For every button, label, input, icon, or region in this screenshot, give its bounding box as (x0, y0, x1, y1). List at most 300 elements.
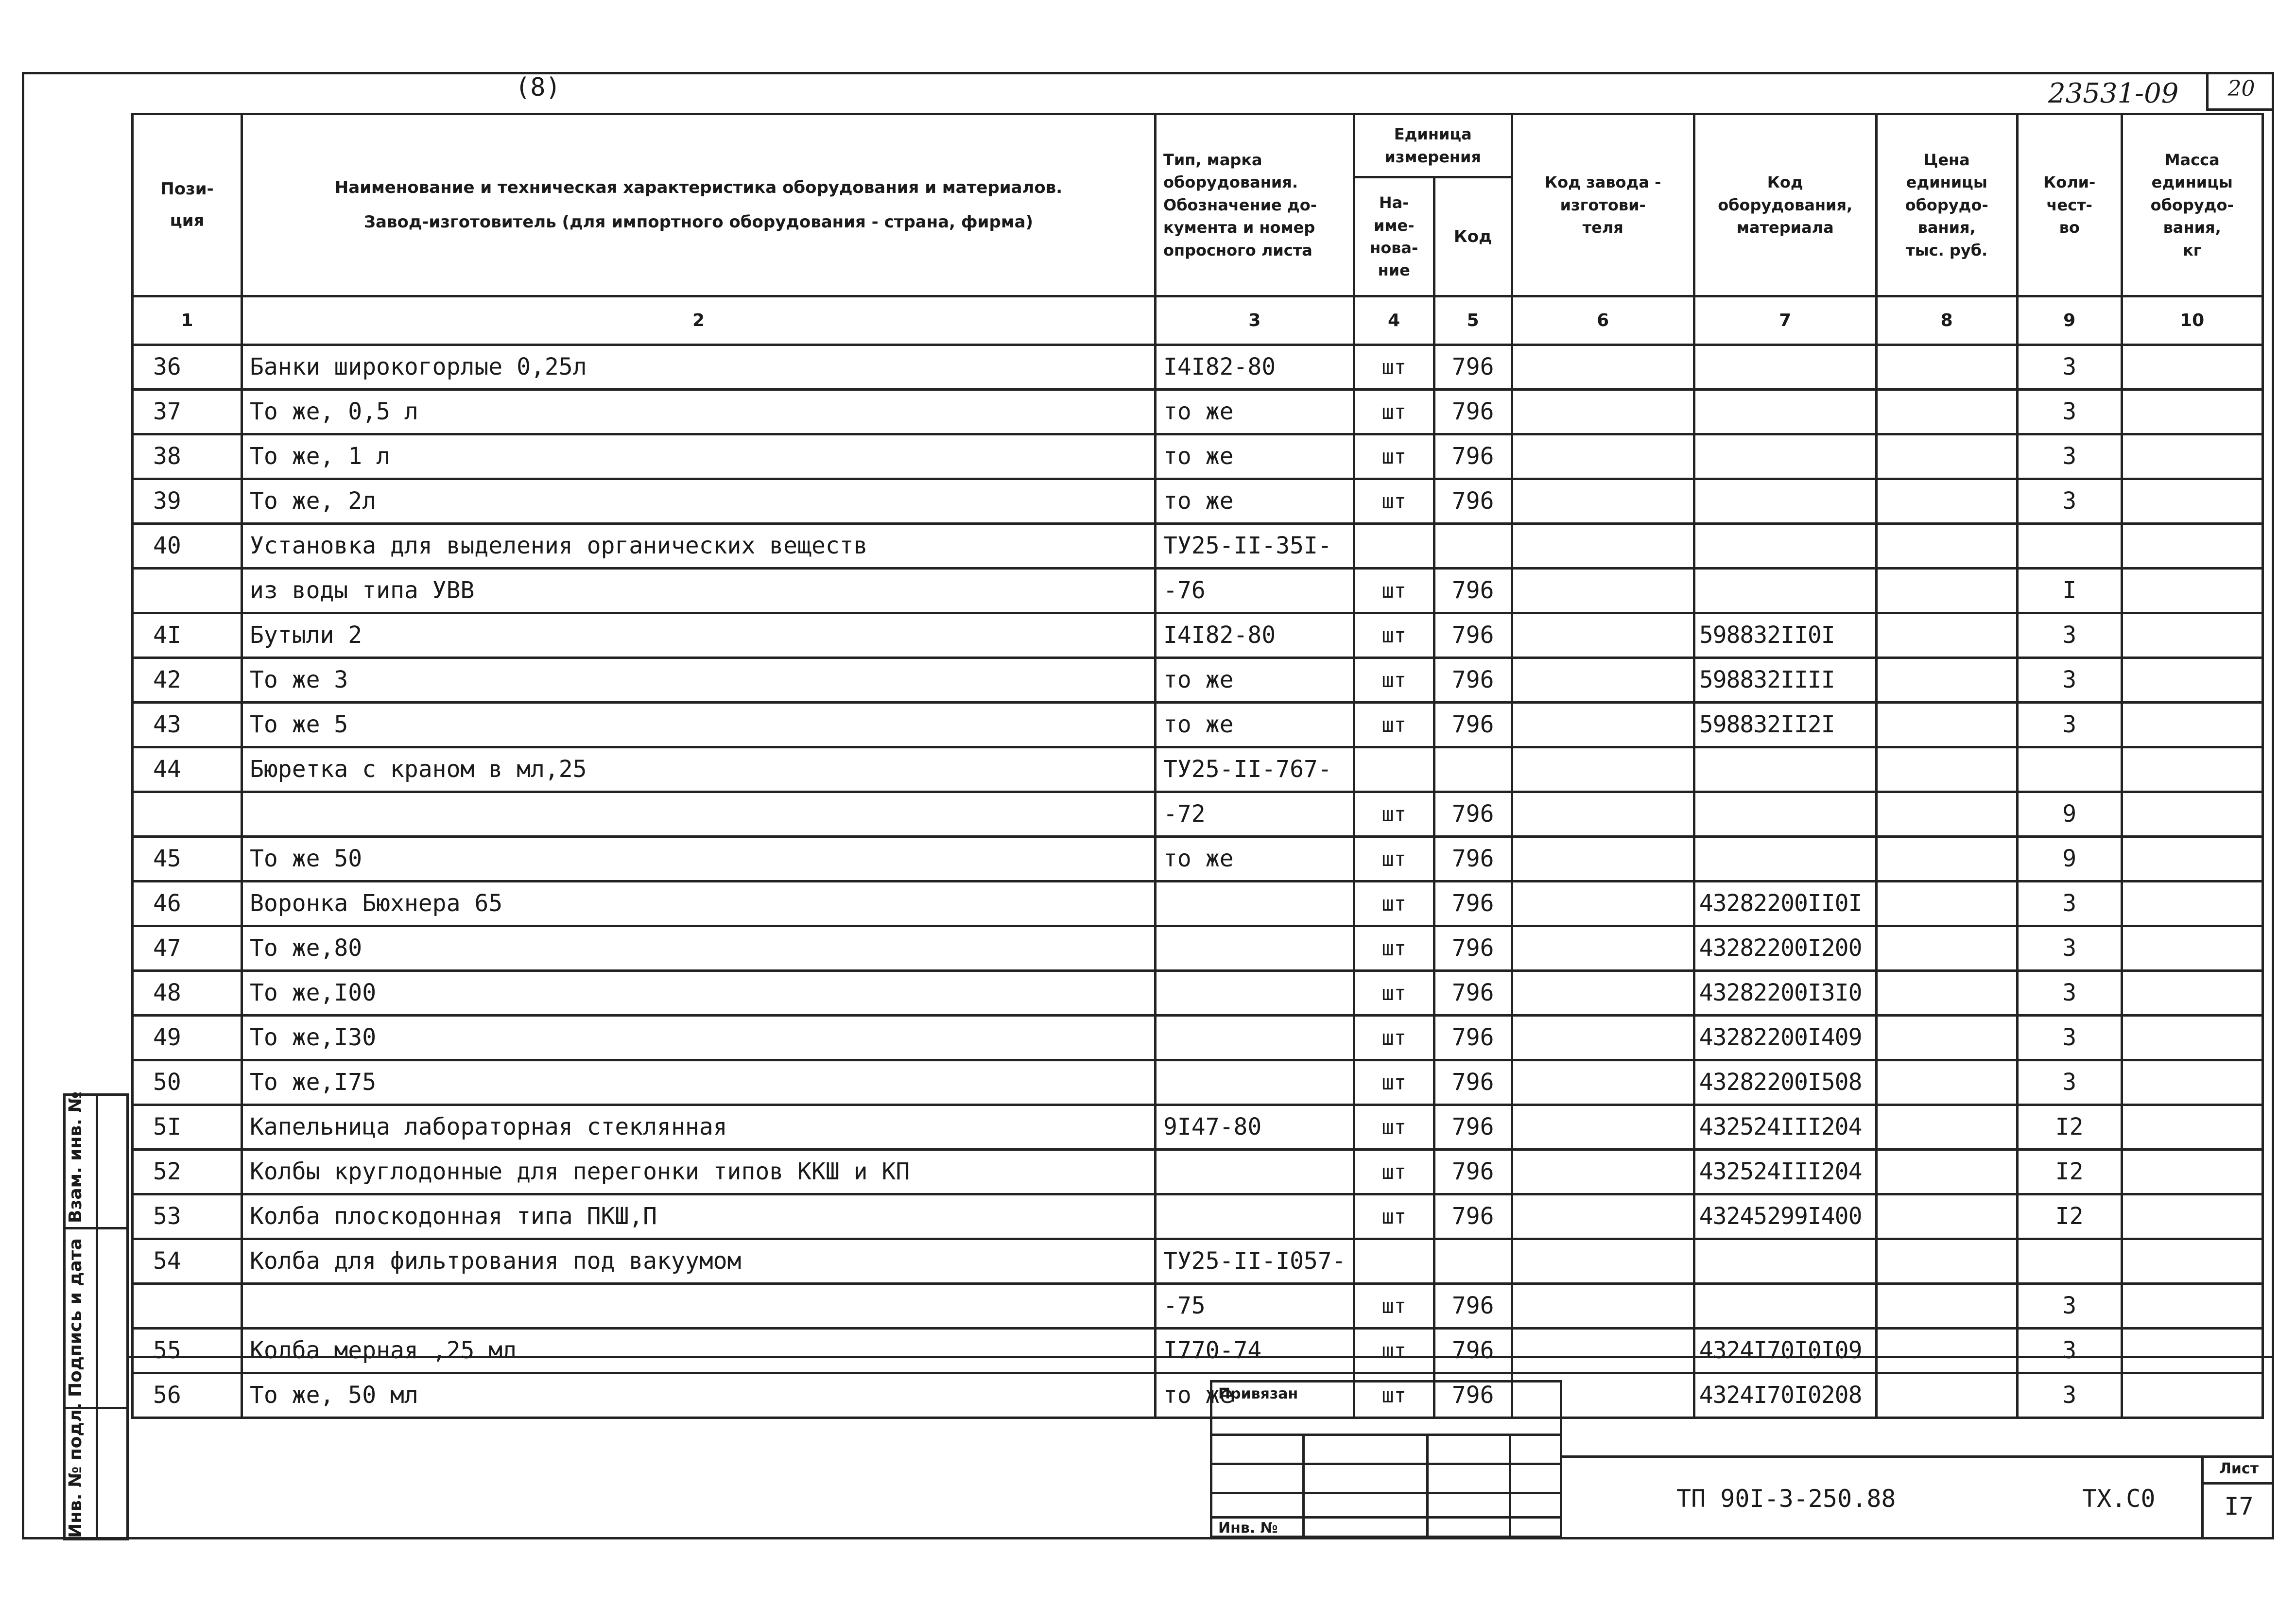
row-quantity: 9 (2017, 792, 2122, 837)
row-unit-code: 796 (1434, 792, 1512, 837)
privyazan-box (1210, 1380, 1562, 1538)
row-mass (2122, 390, 2262, 434)
row-price (1876, 1239, 2017, 1284)
row-quantity: I (2017, 569, 2122, 613)
row-factory-code (1512, 479, 1694, 524)
privyazan-vline (1302, 1434, 1305, 1538)
row-type: то же (1156, 434, 1354, 479)
col-number: 8 (1876, 296, 2017, 345)
row-mass (2122, 1284, 2262, 1329)
row-mass (2122, 881, 2262, 926)
row-equipment-code: 43282200I409 (1694, 1016, 1876, 1060)
row-mass (2122, 479, 2262, 524)
row-price (1876, 479, 2017, 524)
row-name: То же,I75 (242, 1060, 1156, 1105)
row-quantity: I2 (2017, 1150, 2122, 1194)
row-factory-code (1512, 747, 1694, 792)
row-unit-code: 796 (1434, 971, 1512, 1016)
table-row (133, 792, 2263, 837)
row-mass (2122, 613, 2262, 658)
row-quantity: 3 (2017, 434, 2122, 479)
row-type: то же (1156, 837, 1354, 881)
row-equipment-code (1694, 524, 1876, 569)
row-quantity: I2 (2017, 1105, 2122, 1150)
col-number: 10 (2122, 296, 2262, 345)
row-factory-code (1512, 1016, 1694, 1060)
row-unit: шт (1354, 613, 1434, 658)
table-row (133, 345, 2263, 390)
row-name: То же,I00 (242, 971, 1156, 1016)
row-quantity: 3 (2017, 390, 2122, 434)
sidebar-label-vzam-inv: Взам. инв. № (66, 1091, 86, 1223)
row-unit-code (1434, 524, 1512, 569)
row-mass (2122, 1329, 2262, 1373)
row-quantity: 3 (2017, 479, 2122, 524)
header-quantity: Коли- чест- во (2017, 114, 2122, 296)
table-row (133, 971, 2263, 1016)
row-type: -76 (1156, 569, 1354, 613)
table-row (133, 1373, 2263, 1418)
row-unit-code: 796 (1434, 1060, 1512, 1105)
row-name: Банки широкогорлые 0,25л (242, 345, 1156, 390)
row-price (1876, 390, 2017, 434)
row-type: ТУ25-II-35I- (1156, 524, 1354, 569)
row-name: То же 3 (242, 658, 1156, 703)
row-unit: шт (1354, 390, 1434, 434)
row-quantity: 3 (2017, 703, 2122, 747)
row-position: 5I (133, 1105, 242, 1150)
row-name: Колба плоскодонная типа ПКШ,П (242, 1194, 1156, 1239)
row-quantity: I2 (2017, 1194, 2122, 1239)
table-row (133, 1194, 2263, 1239)
row-type: I770-74 (1156, 1329, 1354, 1373)
row-equipment-code: 598832IIII (1694, 658, 1876, 703)
row-factory-code (1512, 1194, 1694, 1239)
col-number: 2 (242, 296, 1156, 345)
header-equipment-code: Код оборудования, материала (1694, 114, 1876, 296)
row-factory-code (1512, 792, 1694, 837)
row-unit: шт (1354, 792, 1434, 837)
row-position: 50 (133, 1060, 242, 1105)
title-block-line (1562, 1455, 2274, 1458)
row-price (1876, 926, 2017, 971)
row-factory-code (1512, 658, 1694, 703)
row-name: Воронка Бюхнера 65 (242, 881, 1156, 926)
row-price (1876, 1329, 2017, 1373)
row-factory-code (1512, 569, 1694, 613)
row-equipment-code (1694, 1239, 1876, 1284)
row-unit: шт (1354, 658, 1434, 703)
title-block-top-line (129, 1356, 2274, 1358)
row-price (1876, 792, 2017, 837)
row-name: Колбы круглодонные для перегонки типов ККШ и КП (242, 1150, 1156, 1194)
row-price (1876, 881, 2017, 926)
row-position (133, 1284, 242, 1329)
row-name: Колба мерная ,25 мл (242, 1329, 1156, 1373)
row-factory-code (1512, 345, 1694, 390)
row-mass (2122, 658, 2262, 703)
row-name (242, 792, 1156, 837)
table-row (133, 1060, 2263, 1105)
inv-no-label: Инв. № (1218, 1520, 1278, 1537)
row-unit: шт (1354, 1060, 1434, 1105)
row-mass (2122, 971, 2262, 1016)
corner-box (2206, 72, 2274, 111)
col-number: 3 (1156, 296, 1354, 345)
row-unit: шт (1354, 1016, 1434, 1060)
row-price (1876, 569, 2017, 613)
row-factory-code (1512, 703, 1694, 747)
row-name: Колба для фильтрования под вакуумом (242, 1239, 1156, 1284)
row-unit: шт (1354, 1105, 1434, 1150)
row-unit: шт (1354, 1150, 1434, 1194)
row-mass (2122, 1150, 2262, 1194)
row-factory-code (1512, 837, 1694, 881)
row-name: То же, 50 мл (242, 1373, 1156, 1418)
sidebar-divider (96, 1096, 98, 1538)
row-factory-code (1512, 524, 1694, 569)
row-unit-code: 796 (1434, 390, 1512, 434)
row-position: 49 (133, 1016, 242, 1060)
privyazan-line (1212, 1492, 1560, 1494)
row-position: 39 (133, 479, 242, 524)
header-position: Пози- ция (133, 114, 242, 296)
table-row (133, 613, 2263, 658)
row-type: то же (1156, 479, 1354, 524)
row-price (1876, 1060, 2017, 1105)
table-row (133, 390, 2263, 434)
table-row (133, 1016, 2263, 1060)
table-row (133, 658, 2263, 703)
sheet-number: I7 (2224, 1492, 2254, 1521)
row-factory-code (1512, 613, 1694, 658)
row-mass (2122, 345, 2262, 390)
row-price (1876, 434, 2017, 479)
row-price (1876, 1016, 2017, 1060)
row-equipment-code: 43282200I3I0 (1694, 971, 1876, 1016)
col-number: 7 (1694, 296, 1876, 345)
row-price (1876, 345, 2017, 390)
row-mass (2122, 747, 2262, 792)
row-mass (2122, 1016, 2262, 1060)
row-type: I4I82-80 (1156, 613, 1354, 658)
row-name (242, 1284, 1156, 1329)
row-position: 53 (133, 1194, 242, 1239)
row-unit-code: 796 (1434, 345, 1512, 390)
sidebar-label-podpis-data: Подпись и дата (66, 1238, 86, 1397)
row-name: То же, 1 л (242, 434, 1156, 479)
row-unit-code: 796 (1434, 569, 1512, 613)
row-position: 52 (133, 1150, 242, 1194)
header-unit-name: На- име- нова- ние (1354, 177, 1434, 296)
row-name: То же 50 (242, 837, 1156, 881)
row-factory-code (1512, 1105, 1694, 1150)
row-unit-code: 796 (1434, 479, 1512, 524)
row-factory-code (1512, 390, 1694, 434)
row-type: то же (1156, 703, 1354, 747)
row-factory-code (1512, 1329, 1694, 1373)
table-row (133, 881, 2263, 926)
privyazan-label: Привязан (1218, 1385, 1298, 1402)
row-price (1876, 837, 2017, 881)
row-equipment-code: 432524III204 (1694, 1150, 1876, 1194)
col-number: 5 (1434, 296, 1512, 345)
row-position (133, 569, 242, 613)
row-type: 9I47-80 (1156, 1105, 1354, 1150)
row-quantity (2017, 1239, 2122, 1284)
row-position: 37 (133, 390, 242, 434)
row-type (1156, 1150, 1354, 1194)
table-row (133, 569, 2263, 613)
row-position: 54 (133, 1239, 242, 1284)
table-row (133, 926, 2263, 971)
row-mass (2122, 524, 2262, 569)
row-type: -72 (1156, 792, 1354, 837)
row-position: 55 (133, 1329, 242, 1373)
row-unit-code: 796 (1434, 926, 1512, 971)
row-price (1876, 971, 2017, 1016)
row-equipment-code: 43245299I400 (1694, 1194, 1876, 1239)
row-name: То же,I30 (242, 1016, 1156, 1060)
row-quantity: 3 (2017, 881, 2122, 926)
row-unit: шт (1354, 1373, 1434, 1418)
row-price (1876, 703, 2017, 747)
row-type (1156, 926, 1354, 971)
row-equipment-code (1694, 1284, 1876, 1329)
row-type (1156, 971, 1354, 1016)
row-name: Установка для выделения органических веществ (242, 524, 1156, 569)
row-equipment-code: 43282200I508 (1694, 1060, 1876, 1105)
privyazan-vline (1509, 1434, 1511, 1538)
row-position: 42 (133, 658, 242, 703)
row-quantity: 3 (2017, 971, 2122, 1016)
row-name: Бюретка с краном в мл,25 (242, 747, 1156, 792)
privyazan-line (1212, 1434, 1560, 1436)
row-name: То же 5 (242, 703, 1156, 747)
header-mass: Масса единицы оборудо- вания, кг (2122, 114, 2262, 296)
page-label: (8) (515, 73, 561, 102)
row-unit-code: 796 (1434, 881, 1512, 926)
row-position: 40 (133, 524, 242, 569)
table-row (133, 479, 2263, 524)
sidebar-label-inv-podl: Инв. № подл. (66, 1402, 86, 1538)
row-position: 46 (133, 881, 242, 926)
row-price (1876, 1150, 2017, 1194)
row-price (1876, 1105, 2017, 1150)
row-type: I4I82-80 (1156, 345, 1354, 390)
header-name: Наименование и техническая характеристика оборудования и материалов. Завод-изготовитель (для импортного оборудования - страна, фирма) (242, 114, 1156, 296)
row-name: Капельница лабораторная стеклянная (242, 1105, 1156, 1150)
row-equipment-code (1694, 837, 1876, 881)
row-unit: шт (1354, 1194, 1434, 1239)
row-type: то же (1156, 390, 1354, 434)
row-factory-code (1512, 926, 1694, 971)
row-unit: шт (1354, 926, 1434, 971)
row-unit-code (1434, 1239, 1512, 1284)
row-position: 4I (133, 613, 242, 658)
row-mass (2122, 434, 2262, 479)
row-unit-code: 796 (1434, 1284, 1512, 1329)
row-equipment-code: 598832II2I (1694, 703, 1876, 747)
row-unit-code: 796 (1434, 658, 1512, 703)
table-row (133, 837, 2263, 881)
row-equipment-code (1694, 345, 1876, 390)
row-name: То же,80 (242, 926, 1156, 971)
row-equipment-code (1694, 569, 1876, 613)
row-price (1876, 1373, 2017, 1418)
row-price (1876, 524, 2017, 569)
row-factory-code (1512, 1150, 1694, 1194)
row-quantity: 3 (2017, 1329, 2122, 1373)
sheet-label: Лист (2204, 1455, 2274, 1485)
row-price (1876, 613, 2017, 658)
row-equipment-code: 598832II0I (1694, 613, 1876, 658)
row-unit-code: 796 (1434, 1105, 1512, 1150)
col-number: 1 (133, 296, 242, 345)
row-quantity: 3 (2017, 1284, 2122, 1329)
row-name: Бутыли 2 (242, 613, 1156, 658)
row-equipment-code: 43282200II0I (1694, 881, 1876, 926)
row-type (1156, 1060, 1354, 1105)
row-position: 38 (133, 434, 242, 479)
row-factory-code (1512, 971, 1694, 1016)
row-unit: шт (1354, 479, 1434, 524)
row-unit: шт (1354, 1284, 1434, 1329)
row-unit-code (1434, 747, 1512, 792)
row-quantity: 3 (2017, 345, 2122, 390)
privyazan-vline (1426, 1434, 1429, 1538)
row-type: ТУ25-II-I057- (1156, 1239, 1354, 1284)
row-unit: шт (1354, 345, 1434, 390)
row-factory-code (1512, 881, 1694, 926)
col-number: 6 (1512, 296, 1694, 345)
row-type: -75 (1156, 1284, 1354, 1329)
row-quantity: 3 (2017, 1016, 2122, 1060)
table-row (133, 703, 2263, 747)
row-unit: шт (1354, 434, 1434, 479)
row-unit-code: 796 (1434, 1329, 1512, 1373)
row-position (133, 792, 242, 837)
row-mass (2122, 703, 2262, 747)
header-type: Тип, марка оборудования. Обозначение до- кумента и номер опросного листа (1156, 114, 1354, 296)
row-unit (1354, 1239, 1434, 1284)
row-equipment-code (1694, 479, 1876, 524)
row-unit-code: 796 (1434, 703, 1512, 747)
row-unit (1354, 747, 1434, 792)
row-position: 45 (133, 837, 242, 881)
row-quantity: 3 (2017, 1373, 2122, 1418)
row-equipment-code (1694, 792, 1876, 837)
row-quantity: 3 (2017, 613, 2122, 658)
row-price (1876, 1194, 2017, 1239)
row-position: 56 (133, 1373, 242, 1418)
row-unit-code: 796 (1434, 434, 1512, 479)
row-mass (2122, 1105, 2262, 1150)
table-row (133, 1329, 2263, 1373)
row-factory-code (1512, 1060, 1694, 1105)
doc-number-handwritten: 23531-09 (2048, 78, 2179, 109)
header-factory-code: Код завода - изготови- теля (1512, 114, 1694, 296)
col-number: 9 (2017, 296, 2122, 345)
row-unit: шт (1354, 971, 1434, 1016)
row-mass (2122, 1239, 2262, 1284)
approval-sidebar (63, 1093, 129, 1540)
row-name: из воды типа УВВ (242, 569, 1156, 613)
row-factory-code (1512, 1284, 1694, 1329)
row-unit: шт (1354, 569, 1434, 613)
row-unit-code: 796 (1434, 1150, 1512, 1194)
table-row (133, 1239, 2263, 1284)
row-unit: шт (1354, 703, 1434, 747)
table-row (133, 1284, 2263, 1329)
table-row (133, 434, 2263, 479)
section-code: ТХ.С0 (2082, 1485, 2156, 1513)
row-quantity: 3 (2017, 658, 2122, 703)
row-unit-code: 796 (1434, 1373, 1512, 1418)
row-unit-code: 796 (1434, 1194, 1512, 1239)
row-equipment-code (1694, 390, 1876, 434)
row-position: 47 (133, 926, 242, 971)
project-code: ТП 90I-3-250.88 (1676, 1485, 1896, 1513)
row-factory-code (1512, 1239, 1694, 1284)
row-equipment-code: 43282200I200 (1694, 926, 1876, 971)
row-price (1876, 747, 2017, 792)
row-equipment-code: 4324I70I0208 (1694, 1373, 1876, 1418)
row-equipment-code: 4324I70I0I09 (1694, 1329, 1876, 1373)
row-mass (2122, 569, 2262, 613)
sheet-number-box (2201, 1455, 2274, 1538)
row-price (1876, 1284, 2017, 1329)
table-row (133, 747, 2263, 792)
row-unit (1354, 524, 1434, 569)
row-factory-code (1512, 434, 1694, 479)
row-name: То же, 2л (242, 479, 1156, 524)
row-equipment-code (1694, 747, 1876, 792)
row-quantity (2017, 524, 2122, 569)
row-unit: шт (1354, 1329, 1434, 1373)
row-mass (2122, 1373, 2262, 1418)
privyazan-line (1212, 1463, 1560, 1465)
table-row (133, 1150, 2263, 1194)
row-type (1156, 881, 1354, 926)
row-price (1876, 658, 2017, 703)
row-unit-code: 796 (1434, 1016, 1512, 1060)
row-mass (2122, 792, 2262, 837)
table-row (133, 1105, 2263, 1150)
row-equipment-code (1694, 434, 1876, 479)
row-equipment-code: 432524III204 (1694, 1105, 1876, 1150)
row-mass (2122, 926, 2262, 971)
row-type: ТУ25-II-767- (1156, 747, 1354, 792)
table-row (133, 524, 2263, 569)
corner-number: 20 (2227, 76, 2255, 101)
row-quantity: 9 (2017, 837, 2122, 881)
row-position: 44 (133, 747, 242, 792)
row-position: 43 (133, 703, 242, 747)
row-quantity: 3 (2017, 926, 2122, 971)
row-unit-code: 796 (1434, 613, 1512, 658)
row-unit: шт (1354, 881, 1434, 926)
row-position: 48 (133, 971, 242, 1016)
row-position: 36 (133, 345, 242, 390)
header-unit-group: Единица измерения (1354, 114, 1512, 177)
col-number: 4 (1354, 296, 1434, 345)
row-name: То же, 0,5 л (242, 390, 1156, 434)
header-price: Цена единицы оборудо- вания, тыс. руб. (1876, 114, 2017, 296)
row-unit: шт (1354, 837, 1434, 881)
row-type: то же (1156, 1373, 1354, 1418)
privyazan-line (1212, 1516, 1560, 1519)
